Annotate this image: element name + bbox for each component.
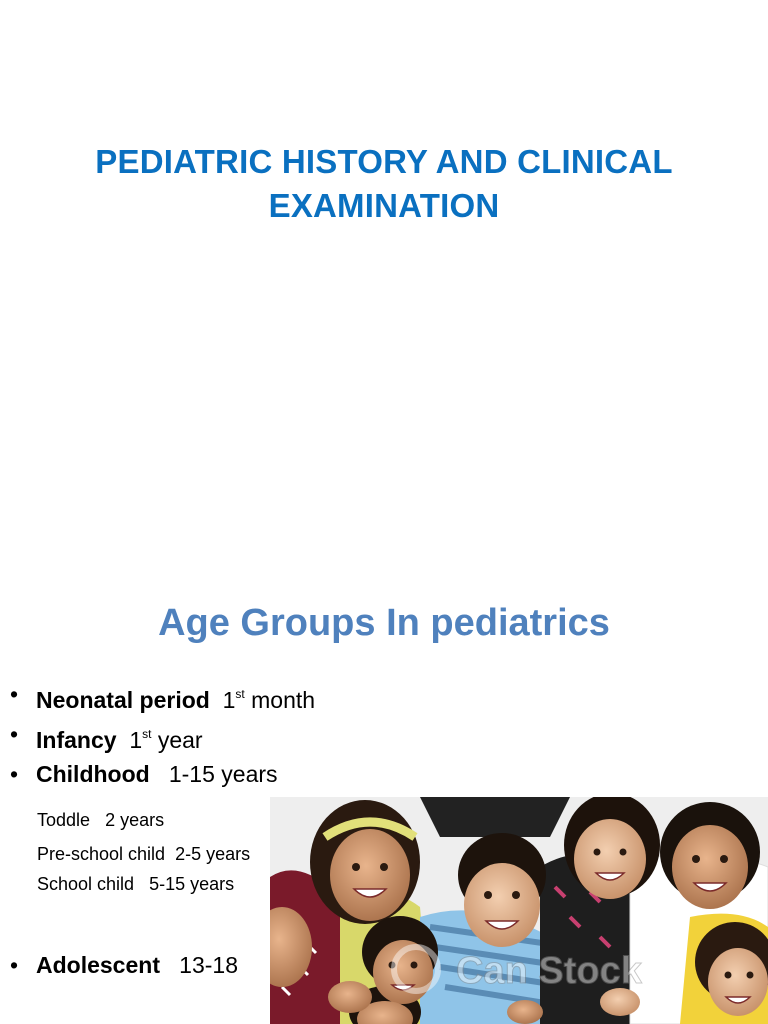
bullet-icon: •: [10, 681, 19, 707]
sub-item-preschool: [37, 844, 250, 865]
list-item-adolescent: [8, 952, 238, 979]
term: Childhood: [36, 761, 150, 787]
slide-title: [40, 140, 728, 228]
age-groups-slide: [0, 576, 768, 1024]
term: Infancy: [36, 727, 117, 753]
sub-value: 2-5 years: [175, 844, 251, 864]
sub-item-toddle: [37, 810, 164, 831]
list-item-childhood: [8, 754, 315, 794]
bullet-icon: •: [10, 952, 19, 978]
age-groups-list: [8, 674, 315, 794]
sub-value: 2 years: [105, 810, 165, 830]
term: Neonatal period: [36, 687, 210, 713]
value-unit: year: [157, 727, 203, 753]
ordinal-suffix: st: [235, 687, 245, 701]
sub-label: School child: [37, 874, 135, 894]
children-photo: [270, 797, 768, 1024]
watermark-text: Can Stock: [456, 950, 642, 992]
term: Adolescent: [36, 952, 160, 978]
sub-label: Toddle: [37, 810, 91, 830]
list-item-infancy: [8, 714, 315, 754]
value-number: 1: [222, 687, 236, 713]
sub-item-school: [37, 874, 234, 895]
ordinal-suffix: st: [142, 727, 152, 741]
sub-value: 5-15 years: [149, 874, 235, 894]
sub-label: Pre-school child: [37, 844, 166, 864]
value-number: 1: [129, 727, 143, 753]
bullet-icon: •: [10, 761, 19, 787]
children-photo-illustration: [270, 797, 768, 1024]
list-item-neonatal: [8, 674, 315, 714]
value: 1-15 years: [168, 761, 278, 787]
bullet-icon: •: [10, 721, 19, 747]
title-line-1: PEDIATRIC HISTORY AND CLINICAL: [95, 143, 673, 180]
slide-heading: Age Groups In pediatrics: [158, 602, 610, 644]
value-unit: month: [251, 687, 316, 713]
value: 13-18: [179, 952, 238, 978]
title-line-2: EXAMINATION: [268, 187, 500, 224]
